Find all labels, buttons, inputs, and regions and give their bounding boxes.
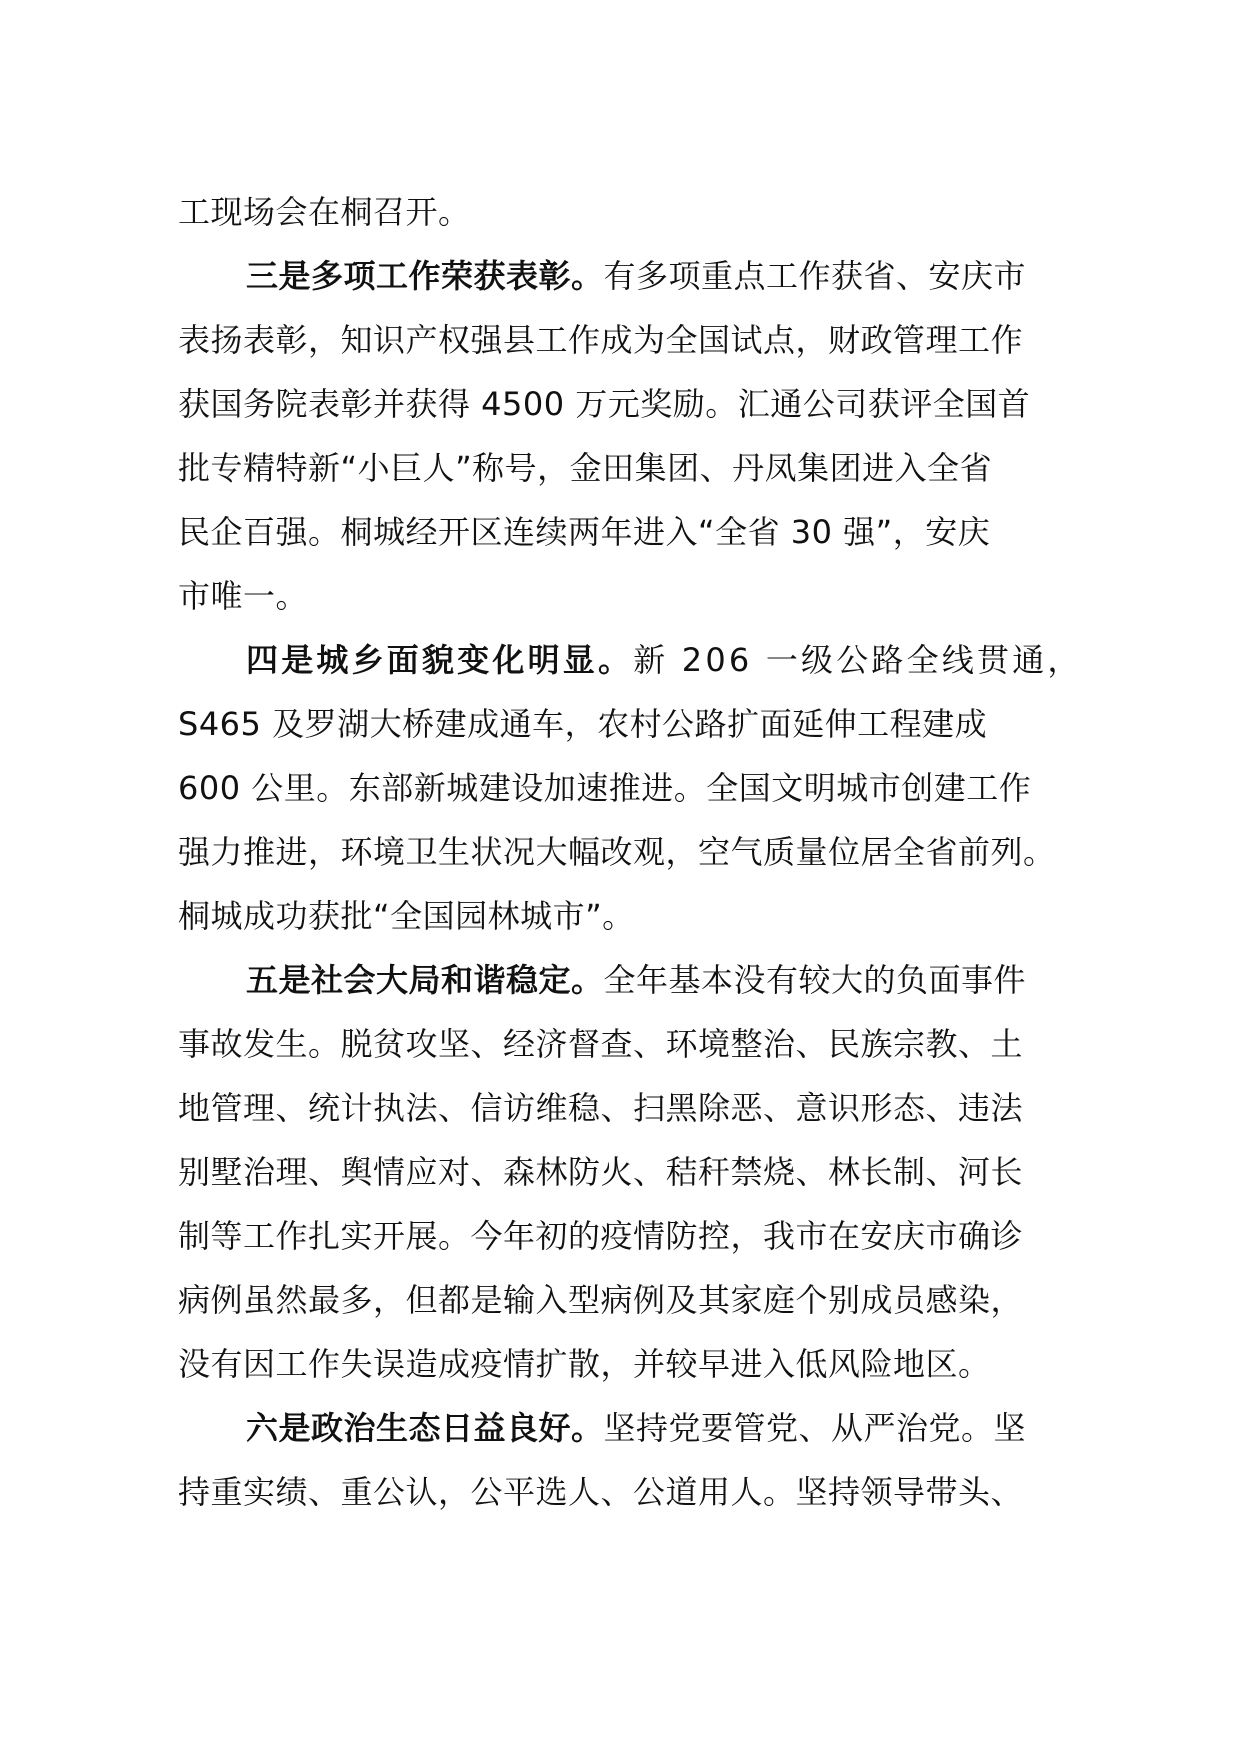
paragraph-first-line (178, 1396, 1078, 1460)
paragraph-line: 地管理、统计执法、信访维稳、扫黑除恶、意识形态、违法 (178, 1089, 1024, 1127)
paragraph-text: 坚持党要管党、从严治党。坚 (603, 1409, 1027, 1447)
paragraph-heading: 五是社会大局和谐稳定。 (246, 961, 604, 999)
paragraph-line: 民企百强。桐城经开区连续两年进入“全省 30 强”，安庆 (178, 513, 991, 551)
paragraph-first-line (178, 948, 1078, 1012)
document-page (178, 180, 1083, 1524)
paragraph-line: 别墅治理、舆情应对、森林防火、秸秆禁烧、林长制、河长 (178, 1153, 1024, 1191)
paragraph-first-line (178, 244, 1078, 308)
paragraph-line: 桐城成功获批“全国园林城市”。 (178, 897, 635, 935)
paragraph-line: 强力推进，环境卫生状况大幅改观，空气质量位居全省前列。 (178, 833, 1056, 871)
paragraph-heading: 六是政治生态日益良好。 (246, 1409, 604, 1447)
paragraph-text: 有多项重点工作获省、安庆市 (603, 257, 1027, 295)
paragraph-line: 没有因工作失误造成疫情扩散，并较早进入低风险地区。 (178, 1345, 991, 1383)
paragraph-line: 600 公里。东部新城建设加速推进。全国文明城市创建工作 (178, 769, 1032, 807)
paragraph-heading: 三是多项工作荣获表彰。 (246, 257, 604, 295)
paragraph-line: 市唯一。 (178, 577, 309, 615)
paragraph-line: 工现场会在桐召开。 (178, 193, 471, 231)
paragraph-line: 表扬表彰，知识产权强县工作成为全国试点，财政管理工作 (178, 321, 1024, 359)
paragraph-text: 新 206 一级公路全线贯通， (633, 641, 1083, 679)
paragraph-line: 批专精特新“小巨人”称号，金田集团、丹凤集团进入全省 (178, 449, 993, 487)
paragraph-line: 制等工作扎实开展。今年初的疫情防控，我市在安庆市确诊 (178, 1217, 1024, 1255)
paragraph-line: S465 及罗湖大桥建成通车，农村公路扩面延伸工程建成 (178, 705, 988, 743)
paragraph-line: 病例虽然最多，但都是输入型病例及其家庭个别成员感染， (178, 1281, 1024, 1319)
paragraph-line: 获国务院表彰并获得 4500 万元奖励。汇通公司获评全国首 (178, 385, 1031, 423)
paragraph-text: 全年基本没有较大的负面事件 (603, 961, 1027, 999)
paragraph-heading: 四是城乡面貌变化明显。 (246, 641, 634, 679)
paragraph-first-line (178, 628, 1083, 692)
paragraph-line: 事故发生。脱贫攻坚、经济督查、环境整治、民族宗教、土 (178, 1025, 1024, 1063)
paragraph-line: 持重实绩、重公认，公平选人、公道用人。坚持领导带头、 (178, 1473, 1024, 1511)
